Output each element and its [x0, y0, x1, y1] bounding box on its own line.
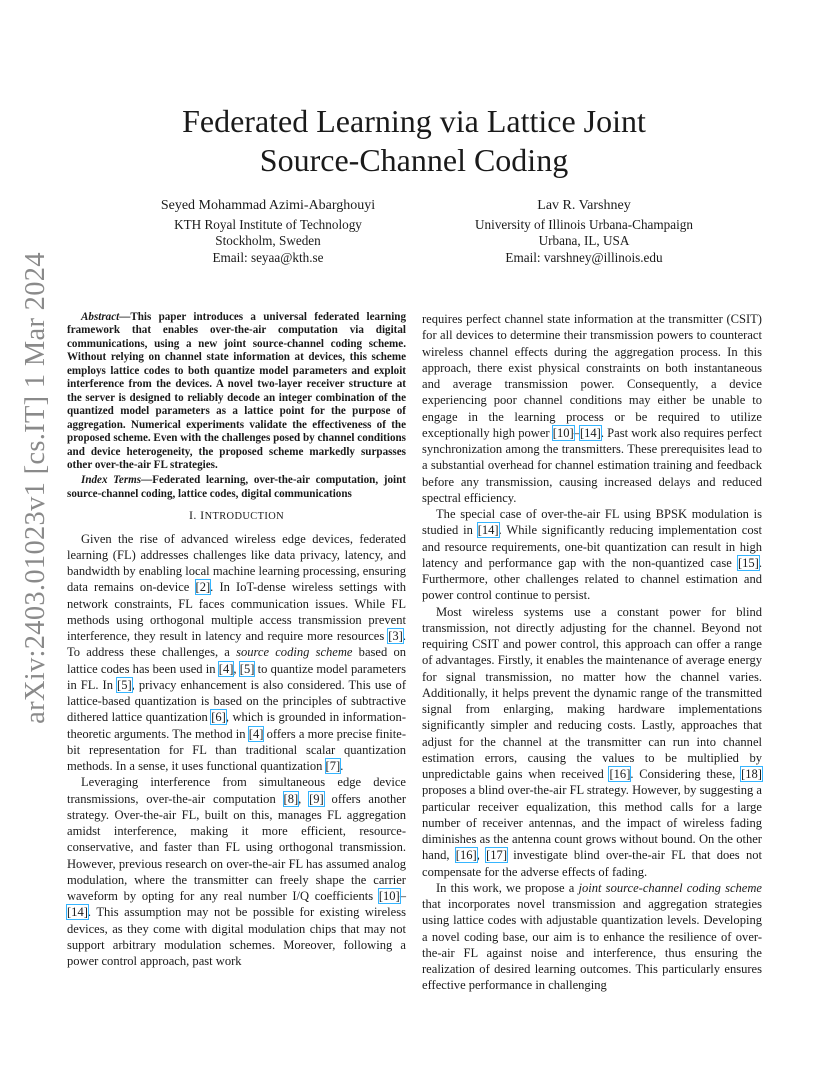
index-terms: [67, 474, 406, 501]
abstract-text: —This paper introduces a universal federated learning framework that enables over-the-air computation via digital communications, using a new joint source-channel coding scheme. Without relying on channel state information at devices, this scheme employs lattice codes to both quantize model parameters and exploit interference from the devices. A novel two-layer receiver structure at the server is designed to reliably decode an integer combination of the quantized model parameters as a lattice point for the purpose of aggregation. Numerical experiments validate the effectiveness of the proposed scheme. Even with the challenges posed by channel conditions and device heterogeneity, the proposed scheme markedly surpasses other over-the-air FL strategies.: [67, 311, 406, 471]
citation-link[interactable]: [9]: [309, 791, 324, 806]
intro-paragraph-1: Given the rise of advanced wireless edge devices, federated learning (FL) addresses challenges like data privacy, latency, and bandwidth by enabling local machine learning processing, ensuring data remains on-device [2]. In IoT-dense wireless settings with network constraints, FL faces communication issues. While FL methods using orthogonal multiple access transmission prevent interference, they result in latency and require more resources [3]. To address these challenges, a source coding scheme based on lattice codes has been used in [4], [5] to quantize model parameters in FL. In [5], privacy enhancement is also considered. This use of lattice-based quantization is based on the principles of subtractive dithered lattice quantization [6], which is grounded in information-theoretic arguments. The method in [4] offers a more precise finite-bit representation for FL than traditional scalar quantization methods. In a sense, it uses functional quantization [7].: [67, 531, 407, 774]
intro-paragraph-6: In this work, we propose a joint source-channel coding scheme that incorporates novel transmission and aggregation strategies using lattice codes with adjustable quantization levels. Developing a novel coding base, our aim is to enhance the resilience of over-the-air FL against noise and interference, thus ensuring the realization of desired learning outcomes. This particularly ensures effective performance in challenging: [422, 880, 762, 993]
author-email: Email: varshney@illinois.edu: [505, 249, 663, 265]
author-location: Stockholm, Sweden: [215, 233, 321, 248]
citation-link[interactable]: [4]: [248, 726, 264, 741]
citation-link[interactable]: [14]: [67, 905, 88, 920]
citation-link[interactable]: [14]: [579, 425, 601, 440]
author-name: Seyed Mohammad Azimi-Abarghouyi: [160, 198, 376, 213]
index-terms-text: —Federated learning, over-the-air computation, joint source-channel coding, lattice codes, digital communications: [67, 474, 406, 500]
author-email: Email: seyaa@kth.se: [212, 249, 324, 265]
citation-link[interactable]: [5]: [239, 661, 255, 676]
citation-link[interactable]: [17]: [486, 848, 508, 863]
author-affiliation: University of Illinois Urbana-Champaign: [475, 216, 693, 232]
section-heading-introduction: I. INTRODUCTION: [188, 508, 285, 523]
citation-link[interactable]: [3]: [388, 629, 403, 644]
left-column: [67, 311, 406, 969]
citation-link[interactable]: [7]: [325, 759, 341, 774]
citation-link[interactable]: [16]: [455, 848, 477, 863]
abstract: [67, 311, 406, 472]
citation-link[interactable]: [4]: [218, 661, 234, 676]
citation-link[interactable]: [5]: [117, 677, 132, 692]
citation-link[interactable]: [10]: [552, 425, 574, 440]
intro-paragraph-4: The special case of over-the-air FL using BPSK modulation is studied in [14]. While significantly reducing implementation cost and resource requirements, one-bit quantization can result in high latency and performance gap with the non-quantized case [15]. Furthermore, other challenges related to channel estimation and power control continue to persist.: [422, 507, 762, 603]
paper-title: [0, 102, 828, 180]
author-affiliation: KTH Royal Institute of Technology: [174, 216, 362, 232]
author-block-2: [434, 198, 734, 266]
author-location: Urbana, IL, USA: [538, 233, 630, 248]
author-name: Lav R. Varshney: [537, 198, 631, 213]
right-column: [422, 311, 762, 994]
author-block-1: [118, 198, 418, 266]
intro-paragraph-2: Leveraging interference from simultaneous edge device transmissions, over-the-air computation [8], [9] offers another strategy. Over-the-air FL, built on this, manages FL aggregation amidst interference, making it more efficient, resource-conservative, and faster than FL using orthogonal transmission. However, previous research on over-the-air FL has assumed analog modulation, where the transmitter can freely shape the carrier waveform by opting for any real number I/Q coefficients [10]–[14]. This assumption may not be possible for existing wireless devices, as they come with digital modulation chips that may not support arbitrary modulation schemes. Moreover, following a power control approach, past work: [67, 775, 406, 969]
citation-link[interactable]: [6]: [211, 710, 226, 725]
citation-link[interactable]: [16]: [609, 767, 631, 781]
abstract-label: Abstract: [81, 311, 120, 323]
index-terms-label: Index Terms: [81, 474, 142, 487]
intro-paragraph-5: Most wireless systems use a constant power for blind transmission, not directly adjusting for the channel. Beyond not requiring CSIT and power control, this approach can offer a range of advantages. Firstly, it enables the maintenance of average energy for signal transmission, no matter how the channel varies. Additionally, it helps prevent the dynamic range of the transmitted signal from enlarging, making hardware implementations significantly simpler and reducing costs. Lastly, approaches that adjust for the channel at the transmitter can run into channel estimation errors, causing the values to be multiplied by unpredictable gains when received [16]. Considering these, [18] proposes a blind over-the-air FL strategy. However, by suggesting a particular receiver equalization, this method calls for a large number of receiver antennas, and the impact of wireless fading diminishes as the antenna count grows without bound. On the other hand, [16], [17] investigate blind over-the-air FL that does not compensate for the adverse effects of fading.: [422, 604, 762, 879]
citation-link[interactable]: [15]: [737, 555, 759, 570]
intro-paragraph-3: requires perfect channel state information at the transmitter (CSIT) for all devices to determine their transmission powers to counteract wireless channel effects during the aggregation process. In this approach, there exist physical constraints on both instantaneous and average transmission power. Consequently, a device experiencing poor channel conditions may either be unable to engage in the learning process or be required to utilize exceptionally high power [10]–[14]. Past work also requires perfect synchronization among the transmitters. These prerequisites lead to a substantial overhead for channel estimation training and feedback before any transmission, causing increased delays and reduced spectral efficiency.: [422, 312, 762, 505]
citation-link[interactable]: [8]: [283, 791, 299, 806]
citation-link[interactable]: [2]: [195, 580, 211, 595]
citation-link[interactable]: [14]: [477, 523, 499, 538]
citation-link[interactable]: [10]: [378, 889, 400, 904]
title-line-2: Source-Channel Coding: [259, 142, 569, 178]
title-line-1: Federated Learning via Lattice Joint: [182, 103, 646, 139]
citation-link[interactable]: [18]: [741, 767, 762, 781]
arxiv-identifier: arXiv:2403.01023v1 [cs.IT] 1 Mar 2024: [20, 252, 51, 724]
